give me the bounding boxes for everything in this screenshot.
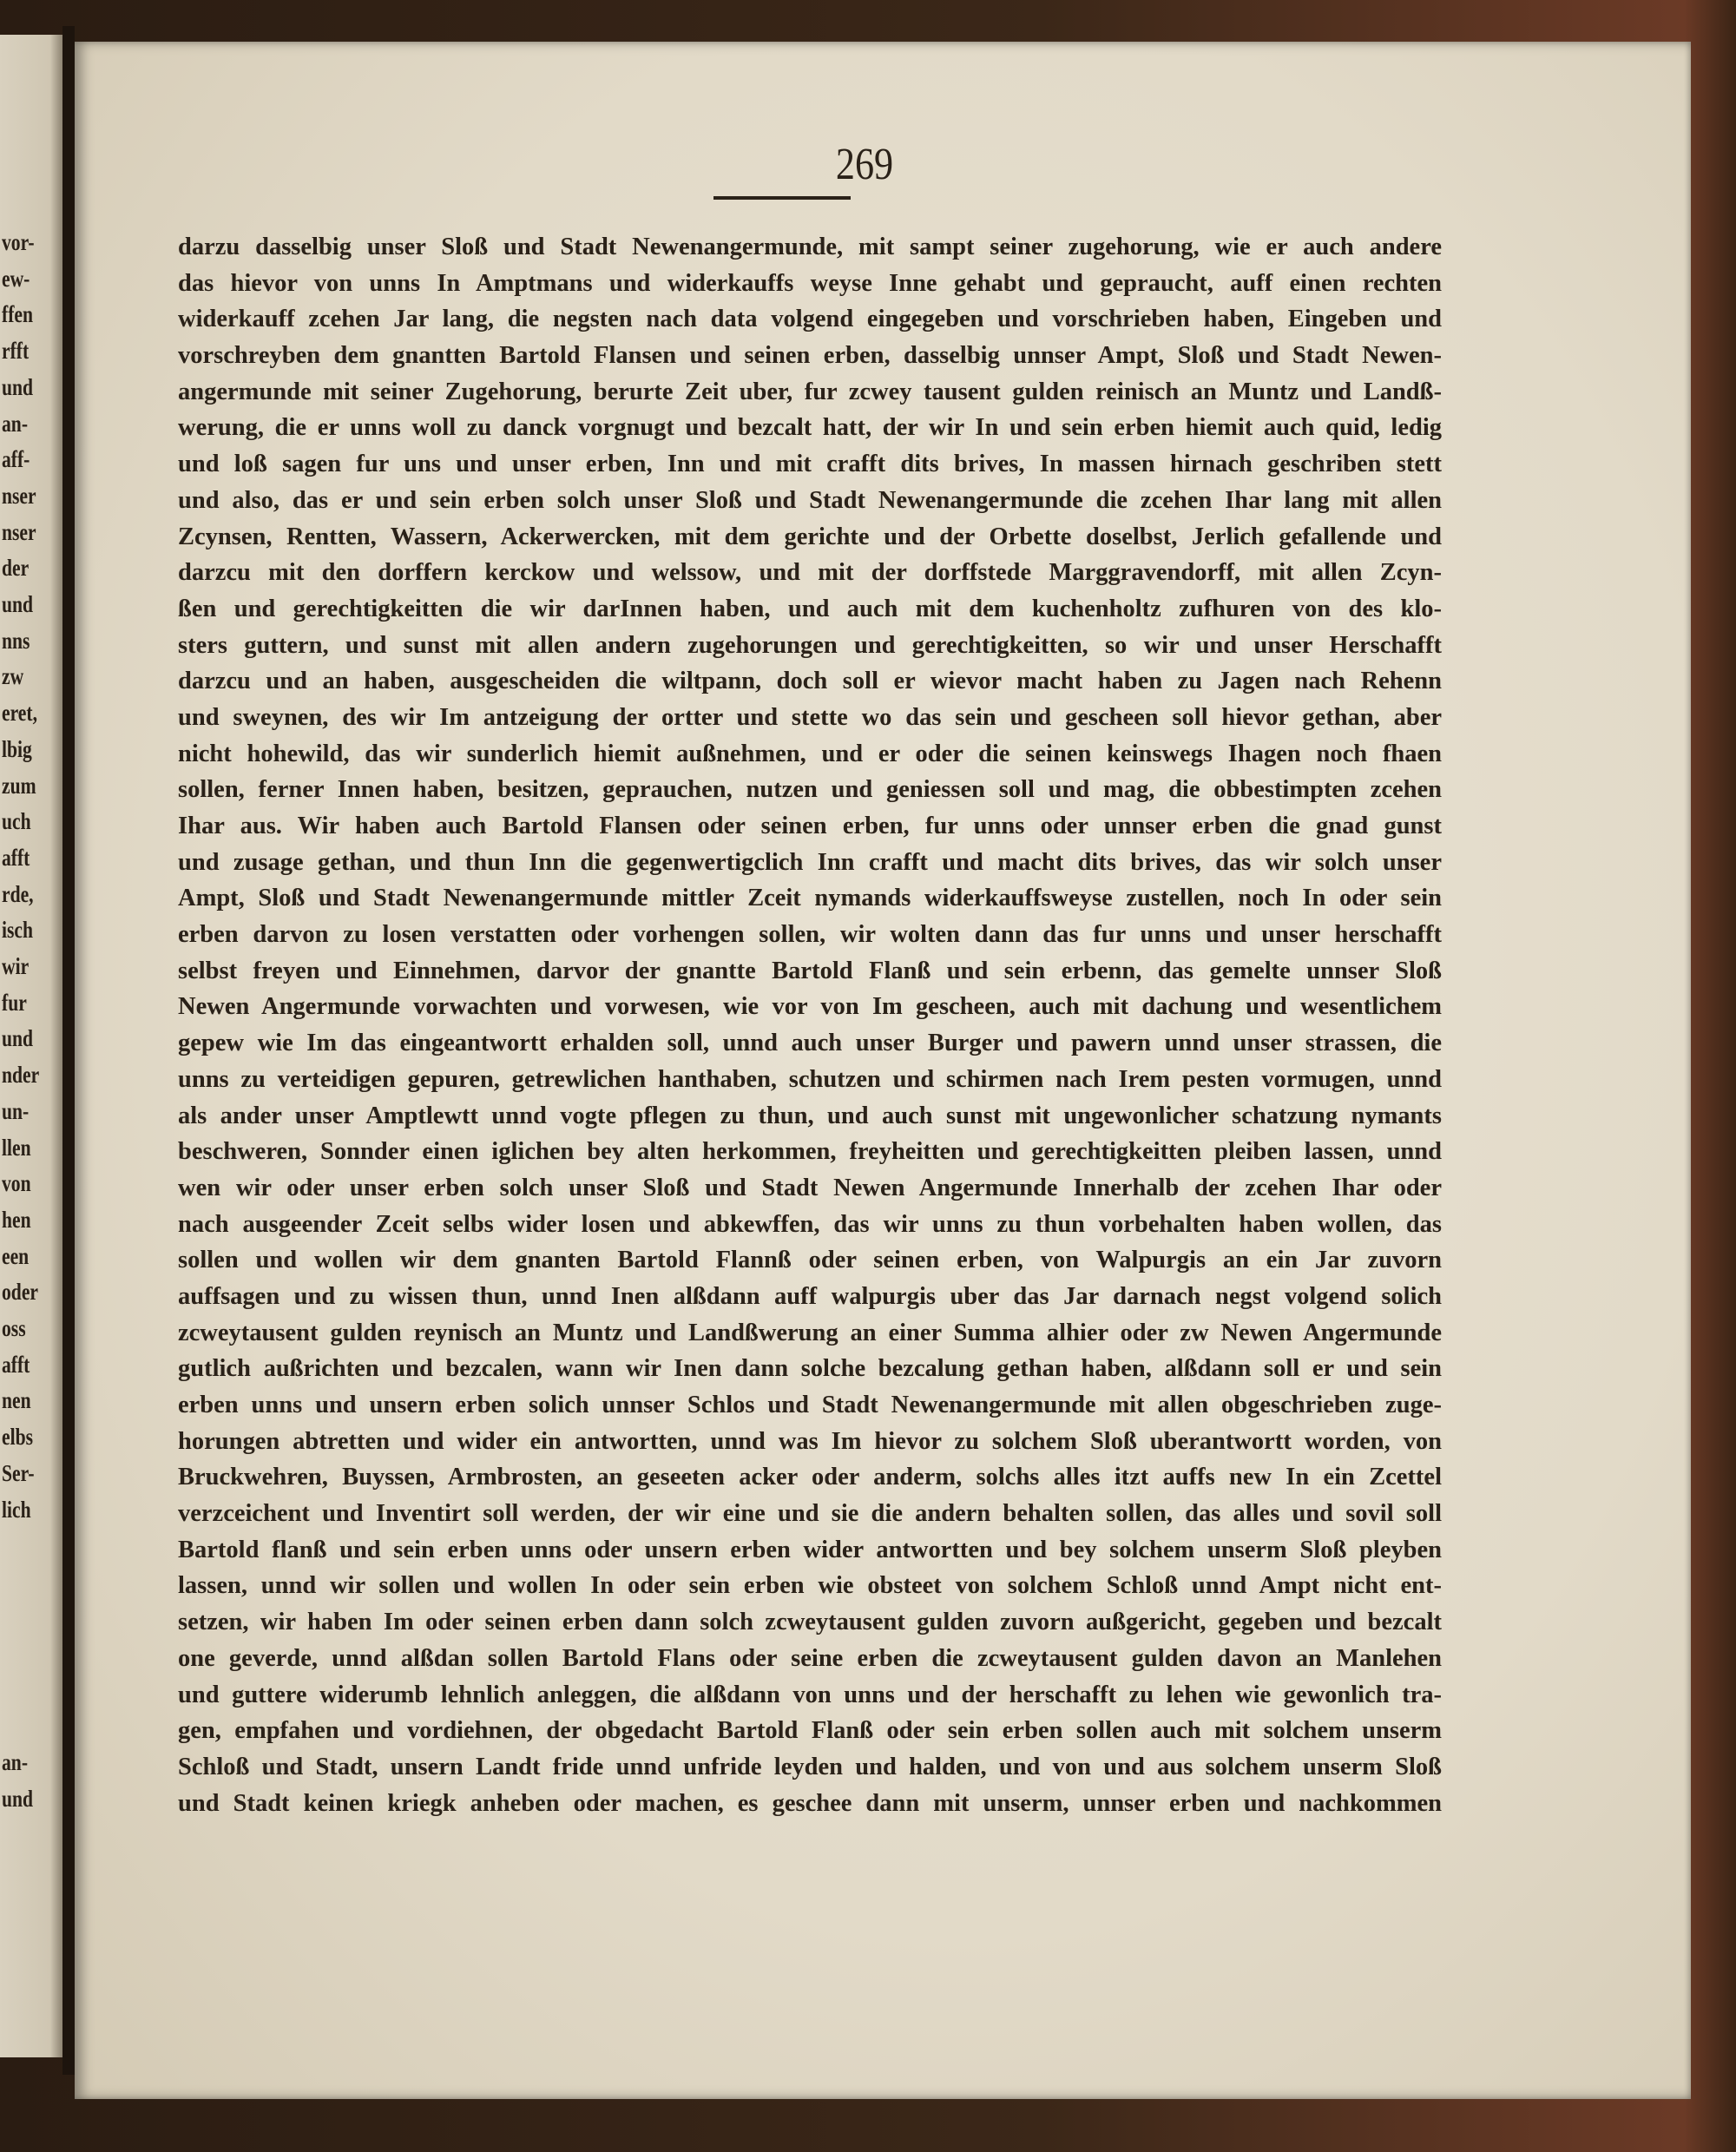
text-line: sters guttern, und sunst mit allen andern zugehorungen und gerechtigkeitten, so wir und unser Herschafft xyxy=(178,631,1442,659)
left-page-fragment: und xyxy=(2,1025,34,1052)
text-line: auffsagen und zu wissen thun, unnd Inen alßdann auff walpurgis uber das Jar darnach negst volgend solich xyxy=(178,1282,1442,1310)
left-page-fragment: von xyxy=(2,1170,31,1197)
left-page-fragment: fur xyxy=(2,989,27,1016)
left-page-fragment: vor- xyxy=(2,229,35,255)
text-line: und Stadt keinen kriegk anheben oder machen, es geschee dann mit unserm, unnser erben und nachkommen xyxy=(178,1789,1442,1817)
text-line: und guttere widerumb lehnlich anleggen, die alßdann von unns und der herschafft zu lehen wie gewonlich tra- xyxy=(178,1681,1442,1708)
text-line: unns zu verteidigen gepuren, getrewlichen hanthaben, schutzen und schirmen nach Irem pesten vormugen, unnd xyxy=(178,1065,1442,1093)
left-page-fragment: wir xyxy=(2,953,30,979)
left-page-fragment: eret, xyxy=(2,700,37,727)
text-line: Newen Angermunde vorwachten und vorwesen, wie vor von Im gescheen, auch mit dachung und wesentlichem xyxy=(178,993,1442,1021)
left-page-fragment: und xyxy=(2,591,34,617)
left-page-fragment: afft xyxy=(2,1351,30,1378)
text-line: vorschreyben dem gnantten Bartold Flansen und seinen erben, dasselbig unnser Ampt, Sloß und Stadt Newen- xyxy=(178,342,1442,370)
page-number: 269 xyxy=(835,140,894,189)
body-text xyxy=(178,229,1442,1821)
left-page-fragment: ew- xyxy=(2,265,30,292)
left-page-fragment: isch xyxy=(2,917,34,944)
text-line: darzcu mit den dorffern kerckow und welssow, und mit der dorffstede Marggravendorff, mit allen Zcyn- xyxy=(178,559,1442,587)
left-page-fragment: rde, xyxy=(2,880,34,907)
text-line: und zusage gethan, und thun Inn die gegenwertigclich Inn crafft und macht dits brives, das wir solch unser xyxy=(178,848,1442,876)
left-page-fragment: der xyxy=(2,555,30,582)
left-page-fragment: hen xyxy=(2,1206,31,1233)
text-line: beschweren, Sonnder einen iglichen bey alten herkommen, freyheitten und gerechtigkeitten pleiben lassen, unnd xyxy=(178,1138,1442,1166)
left-page-fragment: und xyxy=(2,373,34,400)
left-page-fragment: nder xyxy=(2,1062,40,1089)
text-line: nach ausgeender Zceit selbs wider losen und abkewffen, das wir unns zu thun vorbehalten haben wollen, das xyxy=(178,1210,1442,1238)
left-page-fragment: lbig xyxy=(2,735,32,762)
left-page-fragment: und xyxy=(2,1786,34,1813)
text-line: darzcu und an haben, ausgescheiden die wiltpann, doch soll er wievor macht haben zu Jagen nach Rehenn xyxy=(178,668,1442,695)
left-page-fragment: un- xyxy=(2,1097,30,1124)
text-line: und sweynen, des wir Im antzeigung der ortter und stette wo das sein und gescheen soll hievor gethan, aber xyxy=(178,703,1442,731)
left-page-fragment: zw xyxy=(2,663,24,690)
book-page xyxy=(75,42,1691,2099)
text-line: Bruckwehren, Buyssen, Armbrosten, an geseeten acker oder anderm, solchs alles itzt auffs new In ein Zcettel xyxy=(178,1464,1442,1491)
book-gutter xyxy=(62,26,75,2075)
text-line: zcweytausent gulden reynisch an Muntz und Landßwerung an einer Summa alhier oder zw Newen Angermunde xyxy=(178,1319,1442,1346)
left-page-fragment: oder xyxy=(2,1279,38,1306)
text-line: und loß sagen fur uns und unser erben, Inn und mit crafft dits brives, In massen hirnach geschriben stett xyxy=(178,451,1442,478)
text-line: gutlich außrichten und bezcalen, wann wir Inen dann solche bezcalung gethan haben, alßdann soll er und sein xyxy=(178,1355,1442,1383)
text-line: angermunde mit seiner Zugehorung, berurte Zeit uber, fur zcwey tausent gulden reinisch an Muntz und Landß- xyxy=(178,378,1442,405)
text-line: ßen und gerechtigkeitten die wir darInnen haben, und auch mit dem kuchenholtz zufhuren von des klo- xyxy=(178,595,1442,622)
left-page-fragment: an- xyxy=(2,1749,29,1776)
text-line: one geverde, unnd alßdan sollen Bartold Flans oder seine erben die zcweytausent gulden davon an Manlehen xyxy=(178,1644,1442,1672)
text-line: verzceichent und Inventirt soll werden, der wir eine und sie die andern behalten sollen, das alles und sovil soll xyxy=(178,1500,1442,1528)
text-line: lassen, unnd wir sollen und wollen In oder sein erben wie obsteet von solchem Schloß unnd Ampt nicht ent- xyxy=(178,1572,1442,1600)
text-line: Ihar aus. Wir haben auch Bartold Flansen oder seinen erben, fur unns oder unnser erben die gnad gunst xyxy=(178,813,1442,839)
left-page-fragment: llen xyxy=(2,1134,31,1161)
left-page-fragment: nser xyxy=(2,518,36,545)
text-line: setzen, wir haben Im oder seinen erben dann solch zcweytausent gulden zuvorn außgericht, gegeben und bezcalt xyxy=(178,1609,1442,1636)
left-page-fragment: nser xyxy=(2,482,36,509)
left-page-fragment: oss xyxy=(2,1315,26,1341)
text-line: werung, die er unns woll zu danck vorgnugt und bezcalt hatt, der wir In und sein erben hiemit auch quid, ledig xyxy=(178,414,1442,442)
left-page-fragment: ffen xyxy=(2,301,33,328)
left-page-fragment: aff- xyxy=(2,446,30,473)
left-page-edge xyxy=(0,35,62,2057)
text-line: nicht hohewild, das wir sunderlich hiemit außnehmen, und er oder die seinen keinswegs Ihagen noch fhaen xyxy=(178,740,1442,767)
left-page-fragment: rfft xyxy=(2,338,30,365)
text-line: widerkauff zcehen Jar lang, die negsten nach data volgend eingegeben und vorschrieben haben, Eingeben und xyxy=(178,306,1442,333)
left-page-fragment: nen xyxy=(2,1387,31,1414)
text-line: gen, empfahen und vordiehnen, der obgedacht Bartold Flanß oder sein erben sollen auch mit solchem unserm xyxy=(178,1717,1442,1745)
text-line: sollen und wollen wir dem gnanten Bartold Flannß oder seinen erben, von Walpurgis an ein Jar zuvorn xyxy=(178,1247,1442,1274)
text-line: Zcynsen, Rentten, Wassern, Ackerwercken, mit dem gerichte und der Orbette doselbst, Jerlich gefallende und xyxy=(178,523,1442,550)
text-line: Ampt, Sloß und Stadt Newenangermunde mittler Zceit nymands widerkauffsweyse zustellen, noch In oder sein xyxy=(178,885,1442,912)
text-line: wen wir oder unser erben solch unser Sloß und Stadt Newen Angermunde Innerhalb der zcehen Ihar oder xyxy=(178,1174,1442,1201)
left-page-fragment: nns xyxy=(2,627,30,654)
text-line: sollen, ferner Innen haben, besitzen, geprauchen, nutzen und geniessen soll und mag, die obbestimpten zcehen xyxy=(178,776,1442,804)
page-number-rule xyxy=(713,196,851,200)
text-line: horungen abtretten und wider ein antwortten, unnd was Im hievor zu solchem Sloß uberantwortt worden, von xyxy=(178,1427,1442,1455)
text-line: darzu dasselbig unser Sloß und Stadt Newenangermunde, mit sampt seiner zugehorung, wie er auch andere xyxy=(178,234,1442,260)
text-line: gepew wie Im das eingeantwortt erhalden soll, unnd auch unser Burger und pawern unnd unser strassen, die xyxy=(178,1030,1442,1057)
text-line: Schloß und Stadt, unsern Landt fride unnd unfride leyden und halden, und von und aus solchem unserm Sloß xyxy=(178,1753,1442,1780)
left-page-fragment: elbs xyxy=(2,1424,34,1451)
text-line: selbst freyen und Einnehmen, darvor der gnantte Bartold Flanß und sein erbenn, das gemelte unnser Sloß xyxy=(178,957,1442,984)
text-line: und also, das er und sein erben solch unser Sloß und Stadt Newenangermunde die zcehen Ihar lang mit allen xyxy=(178,486,1442,514)
text-line: Bartold flanß und sein erben unns oder unsern erben wider antwortten und bey solchem unserm Sloß pleyben xyxy=(178,1536,1442,1563)
left-page-fragment: lich xyxy=(2,1496,31,1523)
text-line: als ander unser Amptlewtt unnd vogte pflegen zu thun, und auch sunst mit ungewonlicher schatzung nymants xyxy=(178,1102,1442,1129)
left-page-fragment: afft xyxy=(2,844,30,871)
left-page-fragment: zum xyxy=(2,772,36,799)
text-line: erben darvon zu losen verstatten oder vorhengen sollen, wir wolten dann das fur unns und unser herschafft xyxy=(178,921,1442,949)
text-line: erben unns und unsern erben solich unnser Schlos und Stadt Newenangermunde mit allen obgeschrieben zuge- xyxy=(178,1392,1442,1418)
left-page-fragment: een xyxy=(2,1242,30,1269)
left-page-fragment: Ser- xyxy=(2,1459,35,1486)
left-page-fragment: an- xyxy=(2,410,29,437)
left-page-fragment: uch xyxy=(2,808,31,835)
text-line: das hievor von unns In Amptmans und widerkauffs weyse Inne gehabt und gepraucht, auff einen rechten xyxy=(178,269,1442,297)
